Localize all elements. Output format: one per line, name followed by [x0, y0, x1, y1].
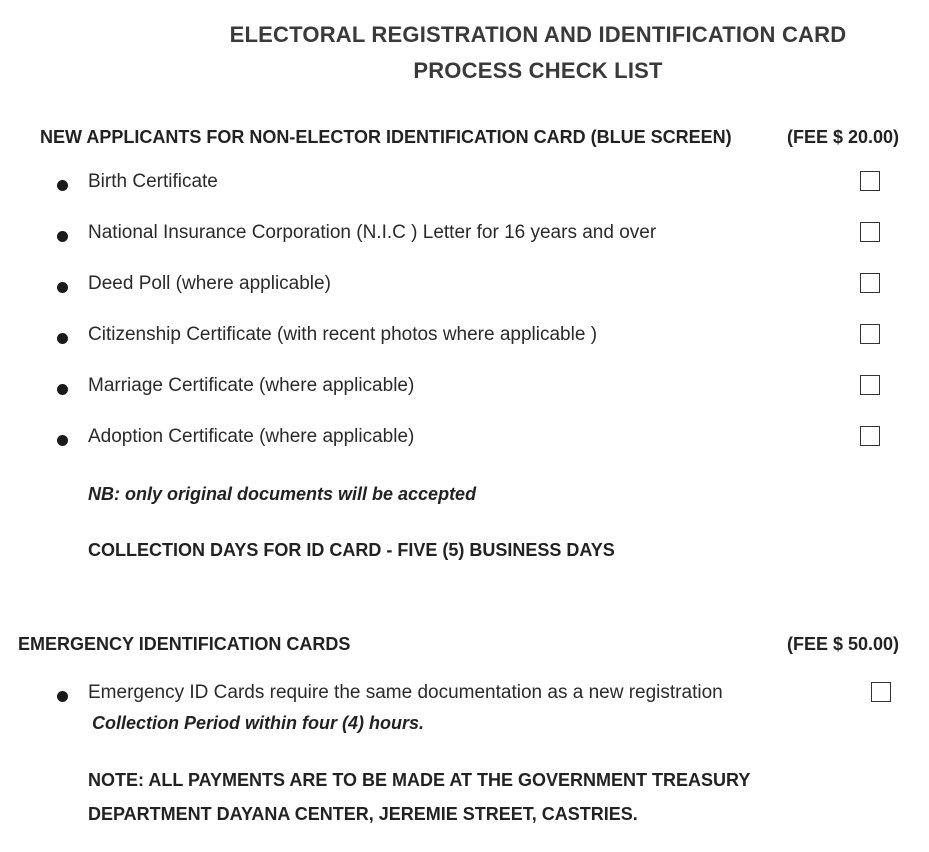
- checklist-item-marriage-certificate: [0, 375, 929, 409]
- payment-note-line2: DEPARTMENT DAYANA CENTER, JEREMIE STREET, CASTRIES.: [88, 804, 638, 824]
- collection-period-note: Collection Period within four (4) hours.: [92, 713, 424, 733]
- nb-original-documents: NB: only original documents will be accepted: [88, 484, 477, 504]
- checkbox-adoption-certificate[interactable]: [860, 426, 880, 446]
- new-applicants-fee: (FEE $ 20.00): [787, 127, 900, 147]
- document-title: ELECTORAL REGISTRATION AND IDENTIFICATION CARD: [229, 22, 847, 47]
- checklist-item-citizenship-certificate: [0, 324, 929, 358]
- checklist-item-emergency-id: [0, 682, 929, 716]
- new-applicants-heading: NEW APPLICANTS FOR NON-ELECTOR IDENTIFICATION CARD (BLUE SCREEN): [40, 127, 732, 147]
- checkbox-citizenship-certificate[interactable]: [860, 324, 880, 344]
- checklist-item-adoption-certificate: [0, 426, 929, 460]
- checklist-item-label: Birth Certificate: [88, 171, 218, 192]
- document-subtitle: PROCESS CHECK LIST: [413, 58, 663, 83]
- checklist-item-label: National Insurance Corporation (N.I.C ) Letter for 16 years and over: [88, 222, 657, 243]
- bullet-icon: [57, 435, 68, 446]
- emergency-heading: EMERGENCY IDENTIFICATION CARDS: [18, 634, 351, 654]
- checkbox-deed-poll[interactable]: [860, 273, 880, 293]
- checklist-item-label: Citizenship Certificate (with recent photos where applicable ): [88, 324, 598, 345]
- checklist-item-label: Marriage Certificate (where applicable): [88, 375, 415, 396]
- bullet-icon: [57, 333, 68, 344]
- checklist-item-label: Deed Poll (where applicable): [88, 273, 331, 294]
- checklist-item-deed-poll: [0, 273, 929, 307]
- checklist-item-label: Emergency ID Cards require the same documentation as a new registration: [88, 682, 723, 703]
- checkbox-emergency-id[interactable]: [871, 682, 891, 702]
- bullet-icon: [57, 282, 68, 293]
- checkbox-marriage-certificate[interactable]: [860, 375, 880, 395]
- checklist-item-label: Adoption Certificate (where applicable): [88, 426, 415, 447]
- checkbox-nic-letter[interactable]: [860, 222, 880, 242]
- bullet-icon: [57, 180, 68, 191]
- checklist-item-birth-certificate: [0, 171, 929, 205]
- bullet-icon: [57, 384, 68, 395]
- checkbox-birth-certificate[interactable]: [860, 171, 880, 191]
- collection-days-note: COLLECTION DAYS FOR ID CARD - FIVE (5) BUSINESS DAYS: [88, 540, 615, 560]
- bullet-icon: [57, 691, 68, 702]
- checklist-item-nic-letter: [0, 222, 929, 256]
- payment-note-line1: NOTE: ALL PAYMENTS ARE TO BE MADE AT THE GOVERNMENT TREASURY: [88, 770, 751, 790]
- emergency-fee: (FEE $ 50.00): [787, 634, 900, 654]
- bullet-icon: [57, 231, 68, 242]
